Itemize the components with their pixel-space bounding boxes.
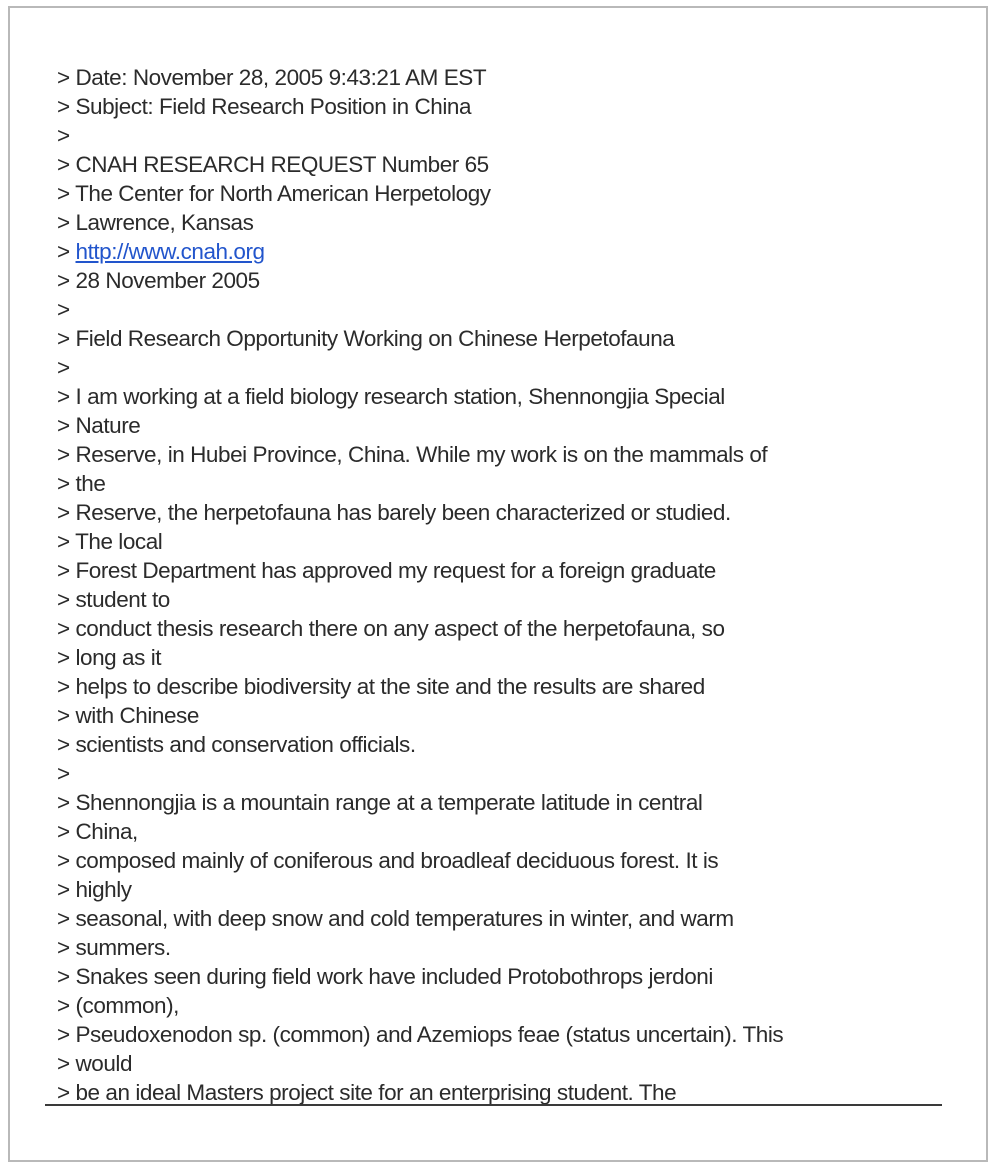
body-line: > Snakes seen during field work have included Protobothrops jerdoni [57, 964, 713, 989]
organization-line: > The Center for North American Herpetology [57, 181, 491, 206]
location-line: > Lawrence, Kansas [57, 210, 254, 235]
date-line: > Date: November 28, 2005 9:43:21 AM EST [57, 65, 487, 90]
quote-line: > [57, 123, 70, 148]
body-line: > would [57, 1051, 133, 1076]
date-written-line: > 28 November 2005 [57, 268, 260, 293]
body-line: > (common), [57, 993, 179, 1018]
heading-line: > Field Research Opportunity Working on Chinese Herpetofauna [57, 326, 675, 351]
body-line: > long as it [57, 645, 162, 670]
body-line: > I am working at a field biology research station, Shennongjia Special [57, 384, 725, 409]
body-line: > Reserve, the herpetofauna has barely been characterized or studied. [57, 500, 731, 525]
body-line: > Reserve, in Hubei Province, China. While my work is on the mammals of [57, 442, 768, 467]
email-body [57, 63, 937, 1104]
quote-line: > [57, 297, 70, 322]
body-line: > Nature [57, 413, 141, 438]
body-line: > with Chinese [57, 703, 199, 728]
subject-line: > Subject: Field Research Position in China [57, 94, 472, 119]
body-line: > conduct thesis research there on any aspect of the herpetofauna, so [57, 616, 725, 641]
body-line: > composed mainly of coniferous and broadleaf deciduous forest. It is [57, 848, 719, 873]
body-line: > China, [57, 819, 138, 844]
body-line: > student to [57, 587, 170, 612]
body-line: > Shennongjia is a mountain range at a temperate latitude in central [57, 790, 703, 815]
request-number-line: > CNAH RESEARCH REQUEST Number 65 [57, 152, 489, 177]
body-line: > summers. [57, 935, 171, 960]
link-prefix: > [57, 239, 76, 264]
cnah-website-link[interactable]: http://www.cnah.org [75, 239, 265, 264]
quote-line: > [57, 355, 70, 380]
body-line: > highly [57, 877, 132, 902]
bottom-divider [45, 1104, 942, 1106]
body-line: > Forest Department has approved my request for a foreign graduate [57, 558, 716, 583]
body-line: > the [57, 471, 106, 496]
body-line: > Pseudoxenodon sp. (common) and Azemiops feae (status uncertain). This [57, 1022, 784, 1047]
body-line-cut-off: > be an ideal Masters project site for an enterprising student. The [57, 1080, 677, 1104]
quote-line: > [57, 761, 70, 786]
body-line: > helps to describe biodiversity at the site and the results are shared [57, 674, 705, 699]
body-line: > The local [57, 529, 163, 554]
body-line: > scientists and conservation officials. [57, 732, 416, 757]
body-line: > seasonal, with deep snow and cold temperatures in winter, and warm [57, 906, 734, 931]
link-line [57, 237, 937, 266]
